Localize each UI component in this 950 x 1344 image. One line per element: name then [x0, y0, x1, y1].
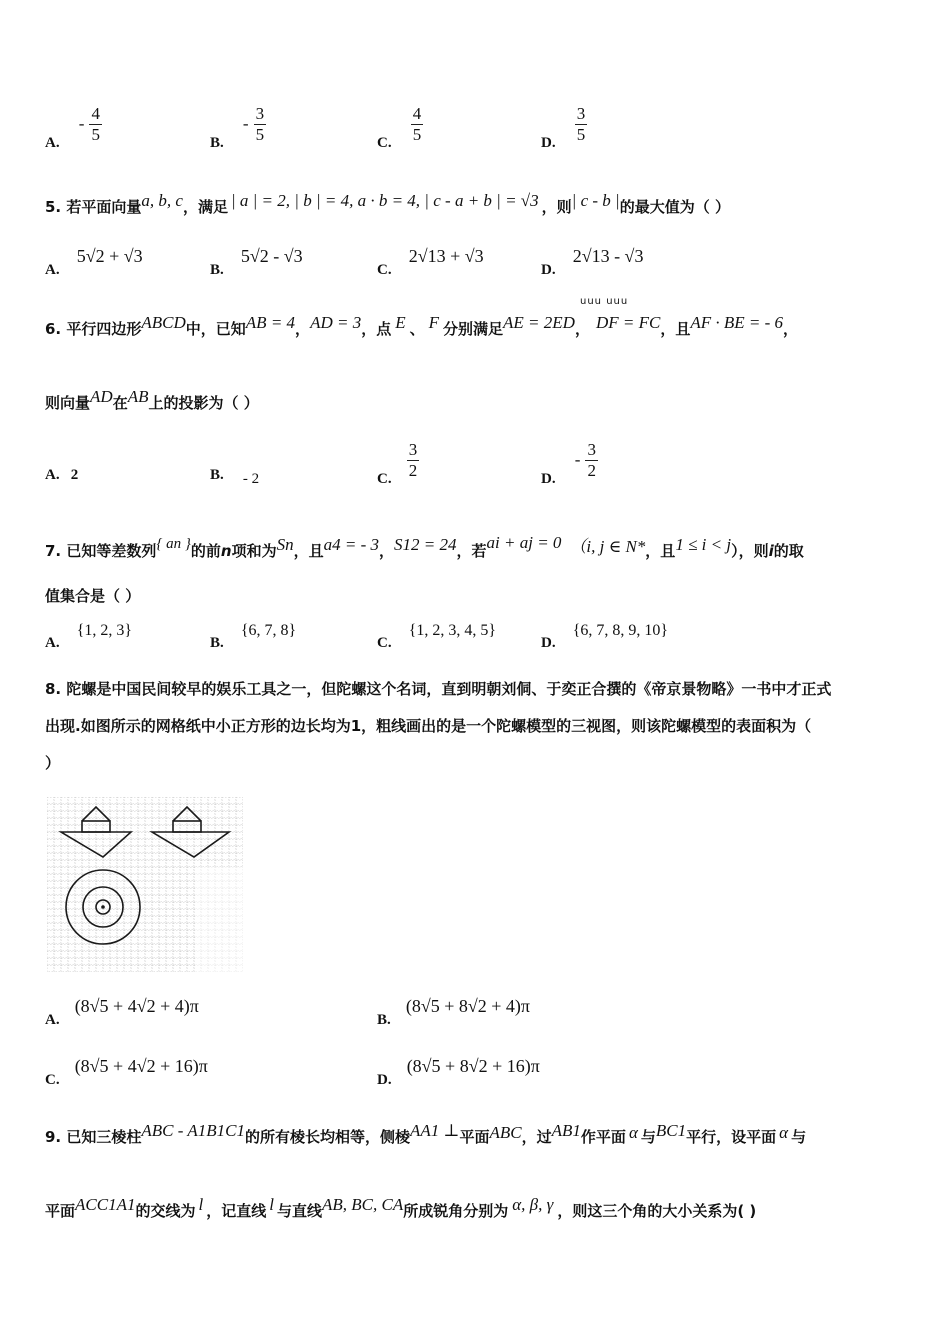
condition: DF = FC: [595, 313, 661, 332]
stem-text: 平行，设平面: [686, 1128, 777, 1146]
option-label: D.: [541, 262, 556, 278]
option-fraction: $\frac{3}{2}$: [587, 440, 596, 480]
option-sign: -: [574, 450, 581, 469]
plane-alpha: α: [628, 1123, 638, 1142]
q9-stem-line1: [45, 1121, 807, 1147]
shape-name: ABCD: [141, 313, 186, 332]
stem-text: 陀螺是中国民间较早的娱乐工具之一，但陀螺这个名词，直到明朝刘侗、于奕正合撰的《帝京景物略》一书中才正式: [66, 680, 832, 698]
q5-option-c: [377, 246, 484, 278]
option-label: C.: [377, 471, 392, 487]
q8-stem-line2: 出现.如图所示的网格纸中小正方形的边长均为1，粗线画出的是一个陀螺模型的三视图，则该陀螺模型的表面积为（: [45, 717, 812, 735]
stem-text: 所成锐角分别为: [403, 1202, 509, 1220]
q5-stem: [45, 191, 730, 217]
stem-text: 则向量: [45, 394, 91, 412]
option-label: B.: [210, 467, 224, 483]
q6-option-c: [377, 440, 419, 487]
option-sign: -: [78, 114, 85, 133]
q6-option-a: [45, 464, 78, 484]
q7-option-d: [541, 620, 669, 651]
question-number: 7.: [45, 542, 62, 560]
variable-n: n: [220, 542, 232, 560]
stem-text: 若平面向量: [66, 198, 142, 216]
option-value: (8√5 + 8√2 + 4)π: [405, 996, 530, 1016]
stem-text: ，则这三个角的大小关系为( ): [557, 1202, 757, 1220]
vector-vars: a, b, c: [141, 191, 183, 210]
q7-stem-line2: 值集合是（ ）: [45, 587, 141, 605]
stem-text: ，满足: [182, 198, 228, 216]
option-label: D.: [541, 471, 556, 487]
point-f: F: [428, 313, 440, 332]
option-label: A.: [45, 1012, 60, 1028]
option-value: 5√2 - √3: [240, 246, 303, 266]
option-label: A.: [45, 467, 60, 483]
sequence: { an }: [156, 536, 191, 552]
top-view-center: [101, 905, 105, 909]
stem-text: 作平面: [580, 1128, 626, 1146]
stem-text: 已知等差数列: [66, 542, 157, 560]
stem-text: 项和为: [231, 542, 277, 560]
option-fraction: $\frac{3}{5}$: [255, 104, 265, 144]
plane-acc1a1: ACC1A1: [75, 1195, 136, 1214]
lines-ab-bc-ca: AB, BC, CA: [321, 1195, 404, 1214]
separator: ，: [783, 320, 799, 338]
stem-text: 中，已知: [185, 320, 246, 338]
stem-text: 分别满足: [443, 320, 504, 338]
option-label: C.: [377, 262, 392, 278]
stem-text: ，过: [521, 1128, 552, 1146]
q5-option-b: [210, 246, 303, 278]
q5-option-d: [541, 246, 644, 278]
stem-text: 的取: [773, 542, 804, 560]
line-l: l: [198, 1195, 204, 1214]
option-value: {1, 2, 3, 4, 5}: [408, 622, 497, 639]
q6-stem-line2: [45, 387, 259, 413]
q9-stem-line2: [45, 1195, 757, 1221]
stem-text: ，且: [645, 542, 676, 560]
q8-stem-line1: [45, 678, 831, 699]
option-label: B.: [210, 135, 224, 151]
stem-text: 的最大值为（ ）: [619, 198, 730, 216]
vector-ad: AD: [90, 387, 113, 406]
plane-alpha: α: [779, 1123, 789, 1142]
stem-text: 与: [640, 1128, 656, 1146]
separator: ，: [295, 320, 311, 338]
question-number: 9.: [45, 1128, 62, 1146]
option-label: B.: [377, 1012, 391, 1028]
q6-stem-line1: [45, 313, 799, 339]
question-number: 6.: [45, 320, 62, 338]
option-label: A.: [45, 635, 60, 651]
q7-option-a: [45, 620, 133, 651]
stem-text: ，且: [293, 542, 324, 560]
q8-stem-line3: ）: [45, 754, 61, 772]
stem-text: 与: [791, 1128, 807, 1146]
line-l: l: [269, 1195, 274, 1214]
plane-abc: ABC: [489, 1123, 522, 1142]
option-fraction: $\frac{3}{2}$: [408, 440, 418, 480]
line-bc1: BC1: [655, 1121, 687, 1140]
target-expression: | c - b |: [571, 191, 620, 210]
q4-option-d: [541, 104, 587, 151]
option-fraction: $\frac{4}{5}$: [91, 104, 100, 144]
option-value: {6, 7, 8}: [240, 622, 297, 639]
stem-text: 的交线为: [135, 1202, 196, 1220]
q8-option-a: [45, 996, 199, 1028]
option-fraction: $\frac{4}{5}$: [412, 104, 422, 144]
question-number: 5.: [45, 198, 62, 216]
condition: AF · BE = - 6: [690, 313, 783, 332]
stem-text: ，若: [456, 542, 487, 560]
stem-text: 与直线: [276, 1202, 322, 1220]
separator: ，: [379, 542, 395, 560]
sum-sn: Sn: [276, 535, 294, 554]
stem-text: 的前: [190, 542, 221, 560]
question-number: 8.: [45, 680, 62, 698]
condition: a4 = - 3: [323, 535, 380, 554]
stem-text: 已知三棱柱: [66, 1128, 142, 1146]
option-label: A.: [45, 262, 60, 278]
q4-option-c: [377, 104, 423, 151]
q8-option-c: [45, 1056, 208, 1088]
option-value: {6, 7, 8, 9, 10}: [572, 622, 669, 639]
stem-text: ，且: [660, 320, 691, 338]
q6-option-b: [210, 464, 260, 487]
option-value: 2: [70, 467, 79, 483]
variable-i: i: [768, 542, 774, 560]
q6-option-d: [541, 440, 598, 487]
option-label: B.: [210, 262, 224, 278]
vector-ab: AB: [127, 387, 149, 406]
stem-text: 平行四边形: [66, 320, 142, 338]
option-label: C.: [377, 135, 392, 151]
option-label: A.: [45, 135, 60, 151]
separator: 、: [409, 320, 425, 338]
stem-text: ），则: [731, 542, 769, 560]
stem-text: 上的投影为（ ）: [148, 394, 259, 412]
q7-option-b: [210, 620, 297, 651]
prism-name: ABC - A1B1C1: [141, 1121, 245, 1140]
q6-vector-marks: uuu uuu: [580, 296, 629, 307]
q5-option-a: [45, 246, 143, 278]
q8-option-d: [377, 1056, 540, 1088]
stem-text: ，记直线: [206, 1202, 267, 1220]
stem-text: ，点: [361, 320, 392, 338]
option-value: {1, 2, 3}: [76, 622, 133, 639]
option-label: D.: [541, 635, 556, 651]
point-e: E: [395, 313, 406, 332]
condition: ai + aj = 0: [486, 533, 562, 552]
option-label: D.: [377, 1072, 392, 1088]
edge-perpendicular: AA1 ⊥: [409, 1121, 460, 1140]
option-value: (8√5 + 8√2 + 16)π: [406, 1056, 540, 1076]
condition: AB = 4: [245, 313, 296, 332]
stem-text: 平面: [45, 1202, 76, 1220]
option-value: (8√5 + 4√2 + 16)π: [74, 1056, 208, 1076]
stem-text: 在: [112, 394, 128, 412]
option-value: 5√2 + √3: [76, 246, 143, 266]
angles: α, β, γ: [512, 1195, 554, 1214]
option-value: 2√13 - √3: [572, 246, 644, 266]
option-value: 2√13 + √3: [408, 246, 484, 266]
stem-text: 平面: [459, 1128, 490, 1146]
stem-text: 的所有棱长均相等，侧棱: [244, 1128, 410, 1146]
separator: ，: [574, 320, 590, 338]
option-value: (8√5 + 4√2 + 4)π: [74, 996, 199, 1016]
option-label: C.: [377, 635, 392, 651]
condition: （i, j ∈ N*: [569, 537, 646, 556]
q7-stem-line1: [45, 533, 804, 561]
option-label: C.: [45, 1072, 60, 1088]
option-value: - 2: [242, 471, 260, 487]
option-label: B.: [210, 635, 224, 651]
condition-formula: | a | = 2, | b | = 4, a · b = 4, | c - a + b | = √3: [230, 191, 539, 210]
stem-text: ，则: [541, 198, 572, 216]
q4-option-b: [210, 104, 266, 151]
q8-option-b: [377, 996, 530, 1028]
condition: 1 ≤ i < j: [675, 535, 732, 554]
q4-option-a: [45, 104, 102, 151]
condition: AE = 2ED: [503, 313, 575, 332]
option-fraction: $\frac{3}{5}$: [576, 104, 586, 144]
three-view-figure: [47, 797, 243, 972]
q7-option-c: [377, 620, 497, 651]
condition: AD = 3: [310, 313, 362, 332]
line-ab1: AB1: [551, 1121, 581, 1140]
condition: S12 = 24: [394, 535, 457, 554]
option-sign: -: [242, 114, 249, 133]
option-label: D.: [541, 135, 556, 151]
